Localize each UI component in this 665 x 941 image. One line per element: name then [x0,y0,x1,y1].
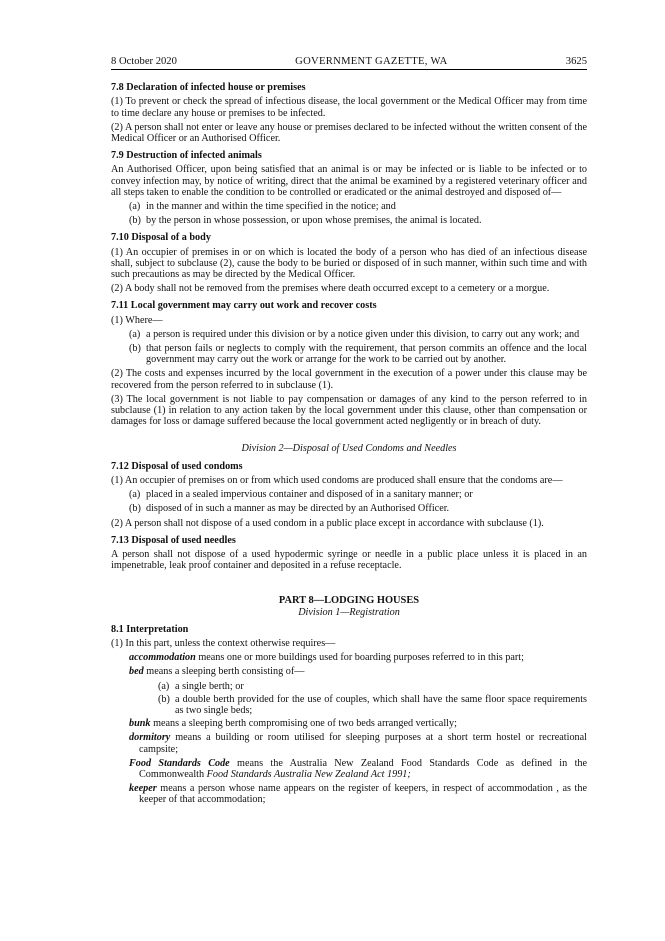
definition-text: means a building or room utilised for sleeping purposes at a short term hostel or recreational campsite; [139,732,587,755]
item-text: by the person in whose possession, or upon whose premises, the animal is located. [146,215,482,227]
page-header [111,56,587,70]
section-7-12-title: 7.12 Disposal of used condoms [111,460,243,472]
section-7-12-p2: (2) A person shall not dispose of a used condom in a public place except in accordance with subclause (1). [111,517,544,529]
definition-term: keeper [129,783,157,795]
part-8-heading: PART 8—LODGING HOUSES [278,595,420,607]
definition-bed [129,666,587,677]
definition-term: dormitory [129,732,171,744]
item-text: placed in a sealed impervious container and disposed of in a sanitary manner; or [146,489,473,501]
section-7-8-p2: (2) A person shall not enter or leave any house or premises declared to be infected without the written consent of the Medical Officer or an Authorised Officer. [111,121,587,145]
item-label: (a) [129,328,141,340]
section-7-9-item-a [129,201,587,212]
definition-food-standards-code [129,758,587,780]
definition-text: means one or more buildings used for boarding purposes referred to in this part; [195,652,524,664]
section-8-1-p1: (1) In this part, unless the context otherwise requires— [111,637,336,649]
definition-term: Food Standards Code [129,757,230,769]
section-7-12-p1: (1) An occupier of premises on or from which used condoms are produced shall ensure that the condoms are— [111,474,563,486]
item-label: (b) [129,503,141,515]
header-date: 8 October 2020 [111,56,177,67]
definition-bunk [129,718,587,729]
section-7-12-item-b [129,503,587,514]
definition-text: means a person whose name appears on the register of keepers, in respect of accommodation , as the keeper of that accommodation; [139,783,587,806]
section-7-11-p1: (1) Where— [111,314,163,326]
section-7-9-p1: An Authorised Officer, upon being satisfied that an animal is or may be infected or is liable to be infected or to convey infection may, by notice of writing, direct that the animal be examined by a registered veterinary officer and all steps taken to enable the condition to be controlled or eradicated or the animal destroyed and disposed of— [111,164,587,198]
definition-text: means the Australia New Zealand Food Standards Code as defined in the Commonwealth [139,757,588,780]
section-7-10-title: 7.10 Disposal of a body [111,232,211,244]
definition-keeper [129,783,587,805]
definition-text: means a sleeping berth consisting of— [143,666,305,678]
section-7-8-p1: (1) To prevent or check the spread of infectious disease, the local government or the Medical Officer may from time to time declare any house or premises to be infected. [111,96,587,119]
item-label: (b) [129,215,141,227]
item-text: a double berth provided for the use of couples, which shall have the same floor space requirements as two single beds; [175,693,587,716]
item-text: in the manner and within the time specified in the notice; and [146,201,396,213]
gazette-page [111,56,587,809]
header-page-number: 3625 [565,56,587,67]
item-label: (a) [129,489,141,501]
bed-item-b [158,694,587,716]
section-7-11-item-b [129,343,587,365]
definition-accommodation [129,652,587,663]
header-title: GOVERNMENT GAZETTE, WA [295,56,448,67]
section-7-11-title: 7.11 Local government may carry out work and recover costs [111,300,377,312]
section-7-11-p2: (2) The costs and expenses incurred by the local government in the execution of a power under this clause may be recovered from the person referred to in subclause (1). [111,368,587,391]
item-text: disposed of in such a manner as may be directed by an Authorised Officer. [146,503,450,515]
section-7-8-title: 7.8 Declaration of infected house or premises [111,82,306,94]
definition-term: bunk [129,718,151,730]
definition-term: bed [129,666,144,678]
item-label: (a) [158,680,170,692]
item-text: that person fails or neglects to comply with the requirement, that person commits an offence and the local government may carry out the work or arrange for the work to be carried out by another. [146,343,587,366]
section-7-9-item-b [129,215,587,226]
section-8-1-title: 8.1 Interpretation [111,623,189,635]
section-7-13-title: 7.13 Disposal of used needles [111,534,236,546]
item-text: a person is required under this division or by a notice given under this division, to carry out any work; and [146,328,580,340]
item-label: (b) [158,693,170,705]
definition-text: means a sleeping berth compromising one of two beds arranged vertically; [150,718,457,730]
division-2-heading: Division 2—Disposal of Used Condoms and Needles [241,443,457,455]
item-label: (a) [129,201,141,213]
section-7-11-p3: (3) The local government is not liable to pay compensation or damages of any kind to the person referred to in subclause (1) in relation to any action taken by the local government under this clause, other than compensation or damages for loss or damage suffered because the local government acted negligently or in breach of duty. [111,393,587,428]
bed-item-a [158,681,587,692]
part-8-division-heading: Division 1—Registration [298,606,400,618]
section-7-11-item-a [129,329,587,340]
section-7-13-p1: A person shall not dispose of a used hypodermic syringe or needle in a public place unless it is placed in an impenetrable, leak proof container and deposited in a refuse receptacle. [111,548,587,572]
section-7-10-p2: (2) A body shall not be removed from the premises where death occurred except to a cemetery or a morgue. [111,283,550,295]
act-title: Food Standards Australia New Zealand Act 1991; [206,768,411,780]
item-label: (b) [129,343,141,355]
definition-term: accommodation [129,652,196,664]
item-text: a single berth; or [175,680,244,692]
section-7-9-title: 7.9 Destruction of infected animals [111,150,262,162]
section-7-12-item-a [129,489,587,500]
section-7-10-p1: (1) An occupier of premises in or on which is located the body of a person who has died of an infectious disease shall, subject to subclause (2), cause the body to be buried or disposed of in such manner, within such time and with such precautions as may be directed by the Medical Officer. [111,246,587,281]
definition-dormitory [129,732,587,754]
